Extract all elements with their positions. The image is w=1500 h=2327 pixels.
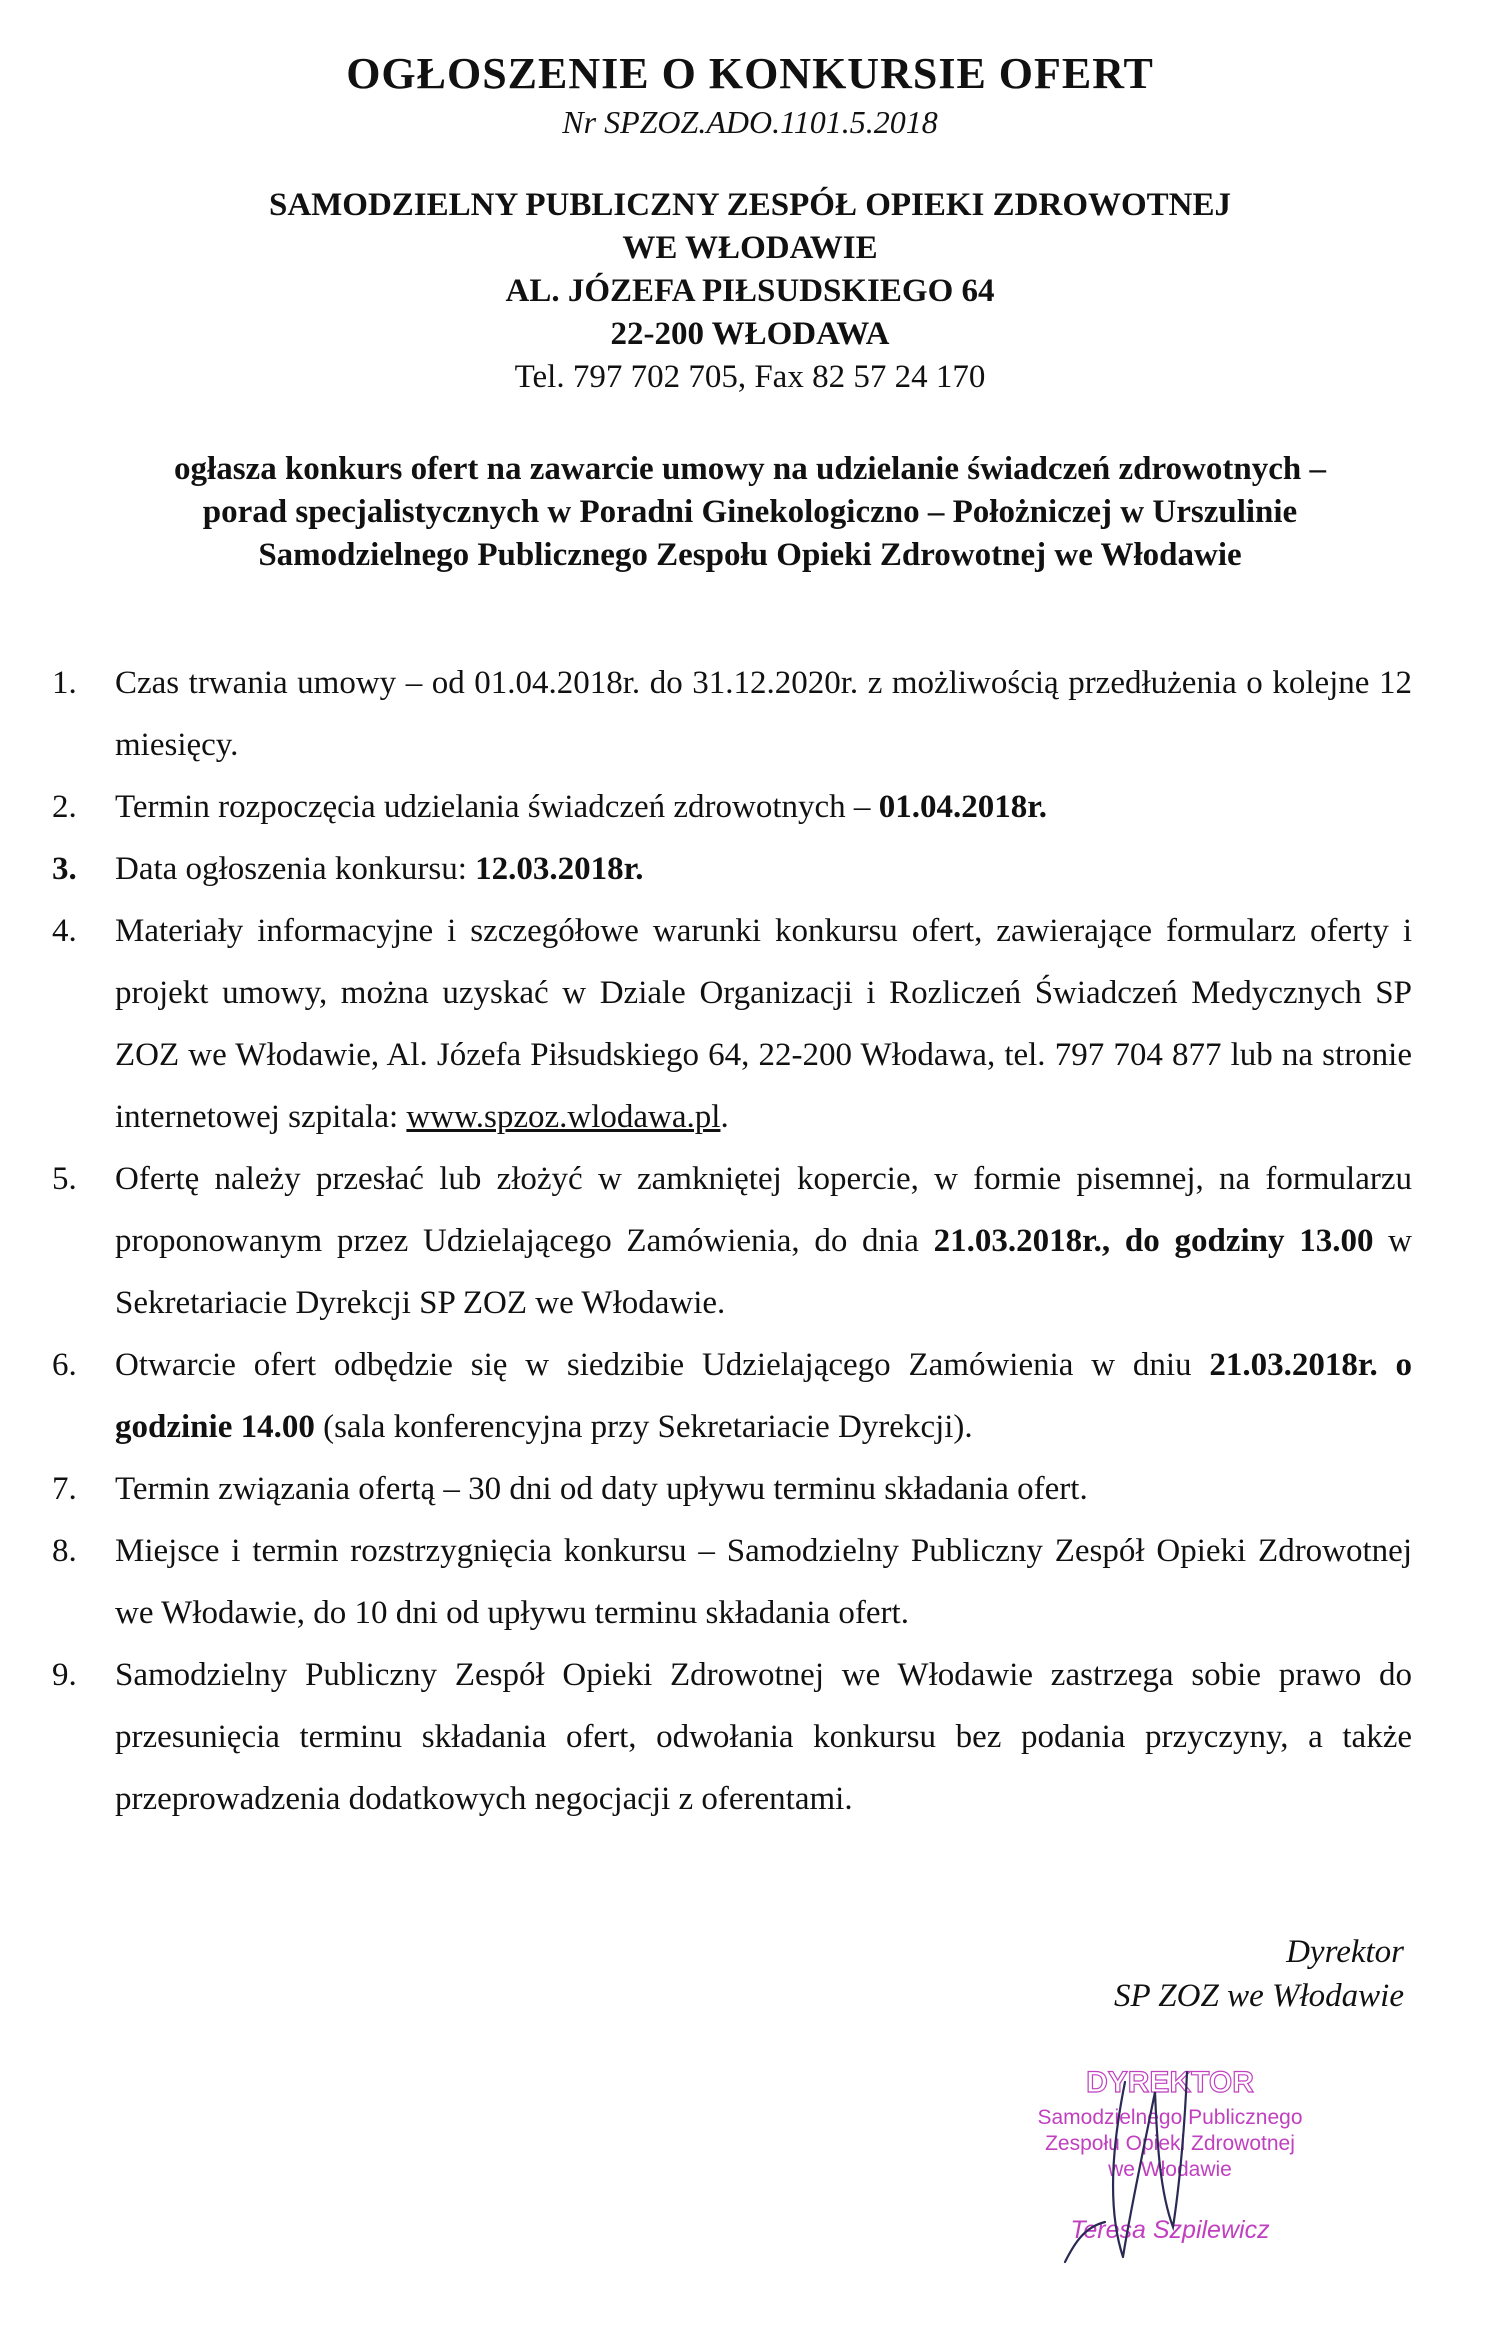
item-text: Ofertę należy przesłać lub złożyć w zamkniętej kopercie, w formie pisemnej, na formularzu proponowanym przez Udzielającego Zamówienia, do dnia [115, 1161, 1412, 1259]
signature-role: Dyrektor [1286, 1934, 1404, 1970]
signature-block [1114, 1930, 1404, 2018]
list-item [52, 652, 1412, 776]
signature-unit: SP ZOZ we Włodawie [1114, 1978, 1404, 2014]
list-item [52, 1520, 1412, 1644]
organization-block [0, 184, 1500, 399]
item-number: 2. [52, 789, 77, 825]
document-number: Nr SPZOZ.ADO.1101.5.2018 [562, 104, 938, 140]
item-text: Termin rozpoczęcia udzielania świadczeń zdrowotnych – [115, 789, 879, 825]
announcement-intro [40, 448, 1460, 577]
item-text: Materiały informacyjne i szczegółowe warunki konkursu ofert, zawierające formularz oferty i projekt umowy, można uzyskać w Dziale Organizacji i Rozliczeń Świadczeń Medycznych SP ZOZ we Włodawie, Al. Józefa Piłsudskiego 64, 22-200 Włodawa, tel. 797 704 877 lub na stronie internetowej szpitala: [115, 913, 1412, 1135]
item-text: Samodzielny Publiczny Zespół Opieki Zdrowotnej we Włodawie zastrzega sobie prawo do przesunięcia terminu składania ofert, odwołania konkursu bez podania przyczyny, a także przeprowadzenia dodatkowych negocjacji z oferentami. [115, 1657, 1412, 1817]
item-number: 6. [52, 1347, 77, 1383]
item-number: 8. [52, 1533, 77, 1569]
item-number: 3. [52, 851, 77, 887]
item-number: 1. [52, 665, 77, 701]
list-item [52, 1334, 1412, 1458]
org-name-line2: WE WŁODAWIE [622, 230, 878, 266]
document-title: OGŁOSZENIE O KONKURSIE OFERT [346, 49, 1154, 98]
item-text: Czas trwania umowy – od 01.04.2018r. do 31.12.2020r. z możliwością przedłużenia o kolejne 12 miesięcy. [115, 665, 1412, 763]
item-bold-deadline: 21.03.2018r., do godziny 13.00 [933, 1223, 1374, 1259]
intro-line3: Samodzielnego Publicznego Zespołu Opieki Zdrowotnej we Włodawie [258, 537, 1242, 573]
stamp-line2: Samodzielnego Publicznego [1037, 2106, 1303, 2129]
org-name-line1: SAMODZIELNY PUBLICZNY ZESPÓŁ OPIEKI ZDROWOTNEJ [268, 187, 1232, 223]
list-item [52, 838, 1412, 900]
intro-line1: ogłasza konkurs ofert na zawarcie umowy na udzielanie świadczeń zdrowotnych – [174, 451, 1326, 487]
item-text-end: w Sekretariacie Dyrekcji SP ZOZ we Włodawie. [115, 1223, 1412, 1321]
list-item [52, 1148, 1412, 1334]
list-item [52, 776, 1412, 838]
director-stamp [1005, 2052, 1335, 2282]
stamp-line4: we Włodawie [1108, 2158, 1232, 2181]
item-text: Miejsce i termin rozstrzygnięcia konkursu – Samodzielny Publiczny Zespół Opieki Zdrowotnej we Włodawie, do 10 dni od upływu terminu składania ofert. [115, 1533, 1412, 1631]
item-text: Termin związania ofertą – 30 dni od daty upływu terminu składania ofert. [115, 1471, 1088, 1507]
item-number: 9. [52, 1657, 77, 1693]
item-bold-datetime: 21.03.2018r. o godzinie 14.00 [115, 1347, 1413, 1445]
list-item [52, 900, 1412, 1148]
org-postcode: 22-200 WŁODAWA [610, 316, 890, 352]
list-item [52, 1458, 1412, 1520]
item-text-end: . [720, 1099, 729, 1135]
item-number: 4. [52, 913, 77, 949]
item-text: Data ogłoszenia konkursu: [115, 851, 476, 887]
stamp-name: Teresa Szpilewicz [1070, 2216, 1270, 2244]
stamp-title: DYREKTOR [1086, 2066, 1254, 2099]
item-text-end: (sala konferencyjna przy Sekretariacie Dyrekcji). [314, 1409, 973, 1445]
item-number: 5. [52, 1161, 77, 1197]
list-item [52, 1644, 1412, 1830]
org-contact: Tel. 797 702 705, Fax 82 57 24 170 [514, 359, 986, 395]
item-text: Otwarcie ofert odbędzie się w siedzibie Udzielającego Zamówienia w dniu [115, 1347, 1210, 1383]
intro-line2: porad specjalistycznych w Poradni Ginekologiczno – Położniczej w Urszulinie [202, 494, 1298, 530]
conditions-list [52, 652, 1412, 1830]
stamp-line3: Zespołu Opieki Zdrowotnej [1045, 2132, 1295, 2155]
item-bold-date: 01.04.2018r. [878, 789, 1048, 825]
website-link[interactable]: www.spzoz.wlodawa.pl [406, 1099, 721, 1135]
item-bold-date: 12.03.2018r. [475, 851, 644, 887]
org-address: AL. JÓZEFA PIŁSUDSKIEGO 64 [505, 273, 995, 309]
item-number: 7. [52, 1471, 77, 1507]
